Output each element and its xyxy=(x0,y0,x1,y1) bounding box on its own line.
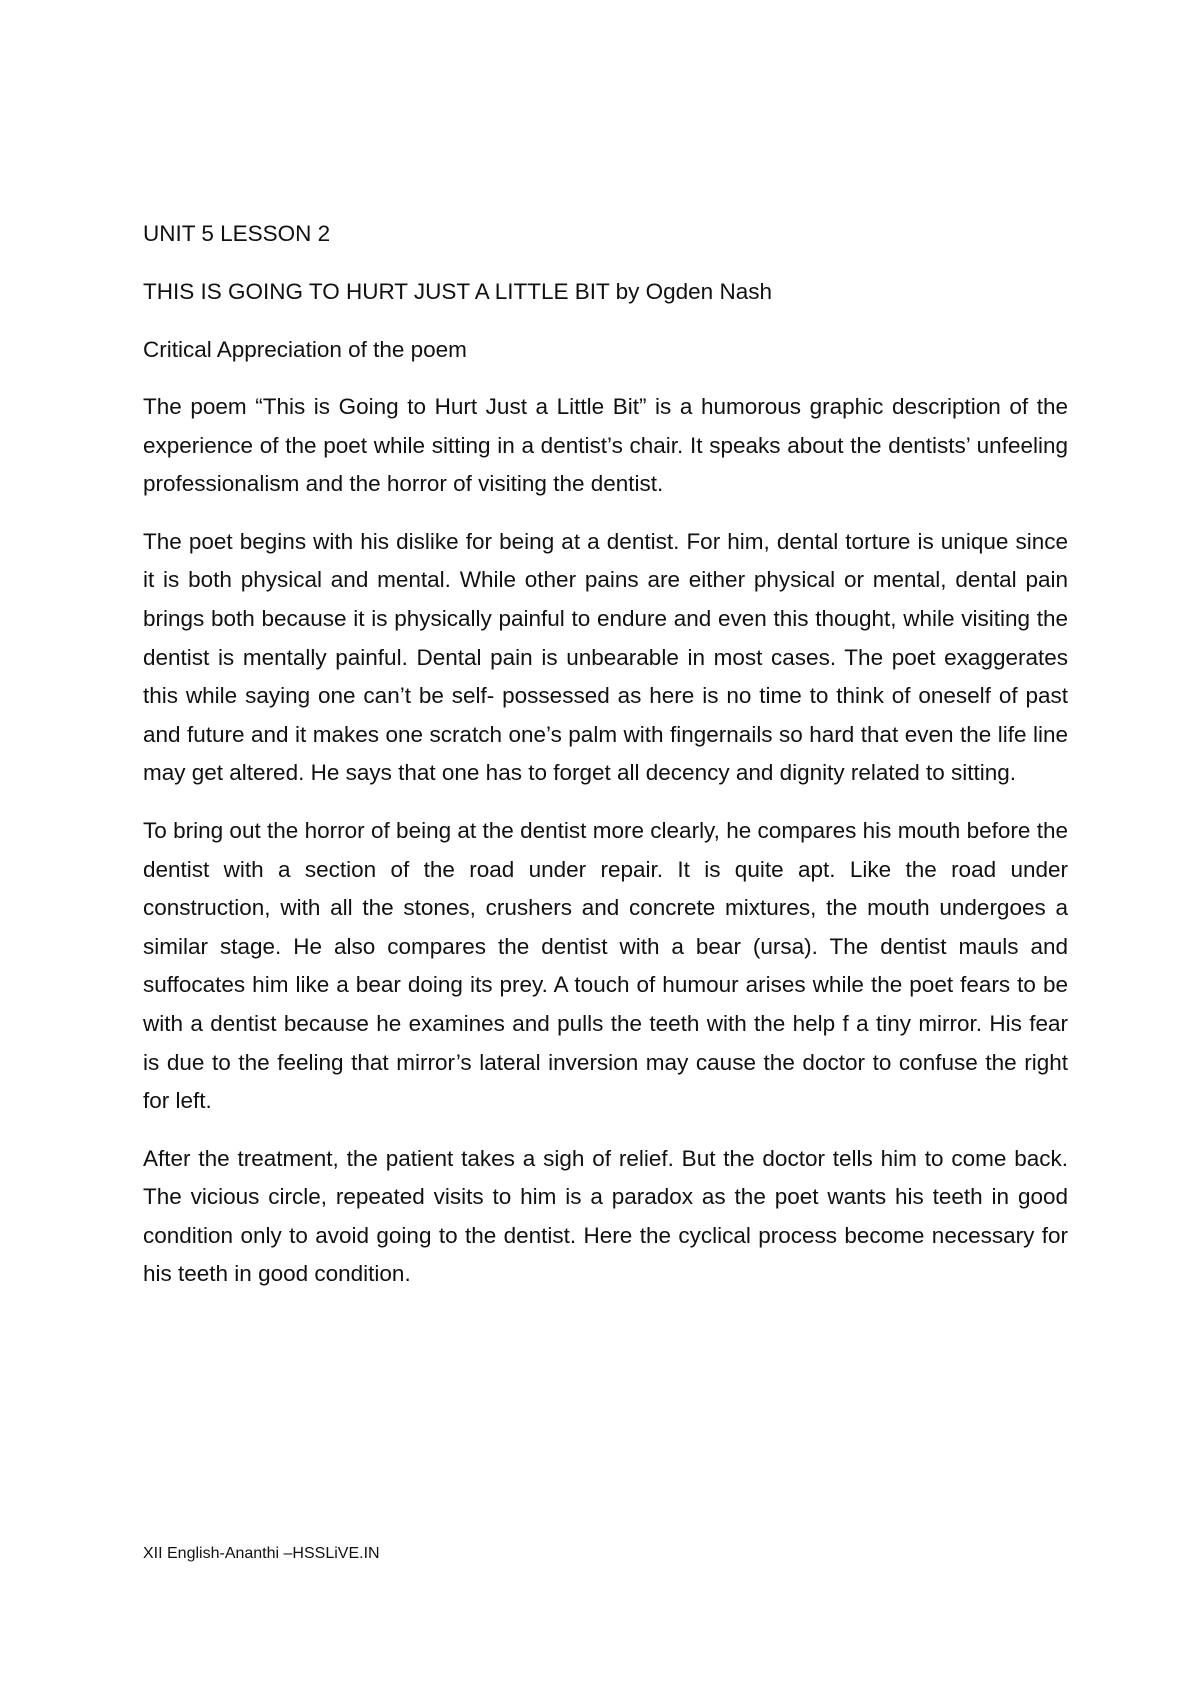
paragraph-conclusion: After the treatment, the patient takes a sigh of relief. But the doctor tells him to come back. The vicious circle, repeated visits to him is a paradox as the poet wants his teeth in good condition only to avoid going to the dentist. Here the cyclical process become necessary for his teeth in good condition. xyxy=(143,1145,1068,1287)
paragraph-introduction: The poem “This is Going to Hurt Just a Little Bit” is a humorous graphic description of the experience of the poet while sitting in a dentist’s chair. It speaks about the dentists’ unfeeling professionalism and the horror of visiting the dentist. xyxy=(143,394,1068,497)
poem-title-line: THIS IS GOING TO HURT JUST A LITTLE BIT by Ogden Nash xyxy=(143,279,772,304)
section-subheading: Critical Appreciation of the poem xyxy=(143,337,467,362)
paragraph-dental-pain: The poet begins with his dislike for being at a dentist. For him, dental torture is unique since it is both physical and mental. While other pains are either physical or mental, dental pain brings both because it is physically painful to endure and even this thought, while visiting the dentist is mentally painful. Dental pain is unbearable in most cases. The poet exaggerates this while saying one can’t be self- possessed as here is no time to think of oneself of past and future and it makes one scratch one’s palm with fingernails so hard that even the life line may get altered. He says that one has to forget all decency and dignity related to sitting. xyxy=(143,528,1068,786)
document-body xyxy=(143,214,1068,1313)
page-footer: XII English-Ananthi –HSSLiVE.IN xyxy=(143,1545,380,1562)
unit-heading: UNIT 5 LESSON 2 xyxy=(143,221,331,246)
paragraph-comparisons: To bring out the horror of being at the dentist more clearly, he compares his mouth before the dentist with a section of the road under repair. It is quite apt. Like the road under construction, with all the stones, crushers and concrete mixtures, the mouth undergoes a similar stage. He also compares the dentist with a bear (ursa). The dentist mauls and suffocates him like a bear doing its prey. A touch of humour arises while the poet fears to be with a dentist because he examines and pulls the teeth with the help f a tiny mirror. His fear is due to the feeling that mirror’s lateral inversion may cause the doctor to confuse the right for left. xyxy=(143,817,1068,1114)
